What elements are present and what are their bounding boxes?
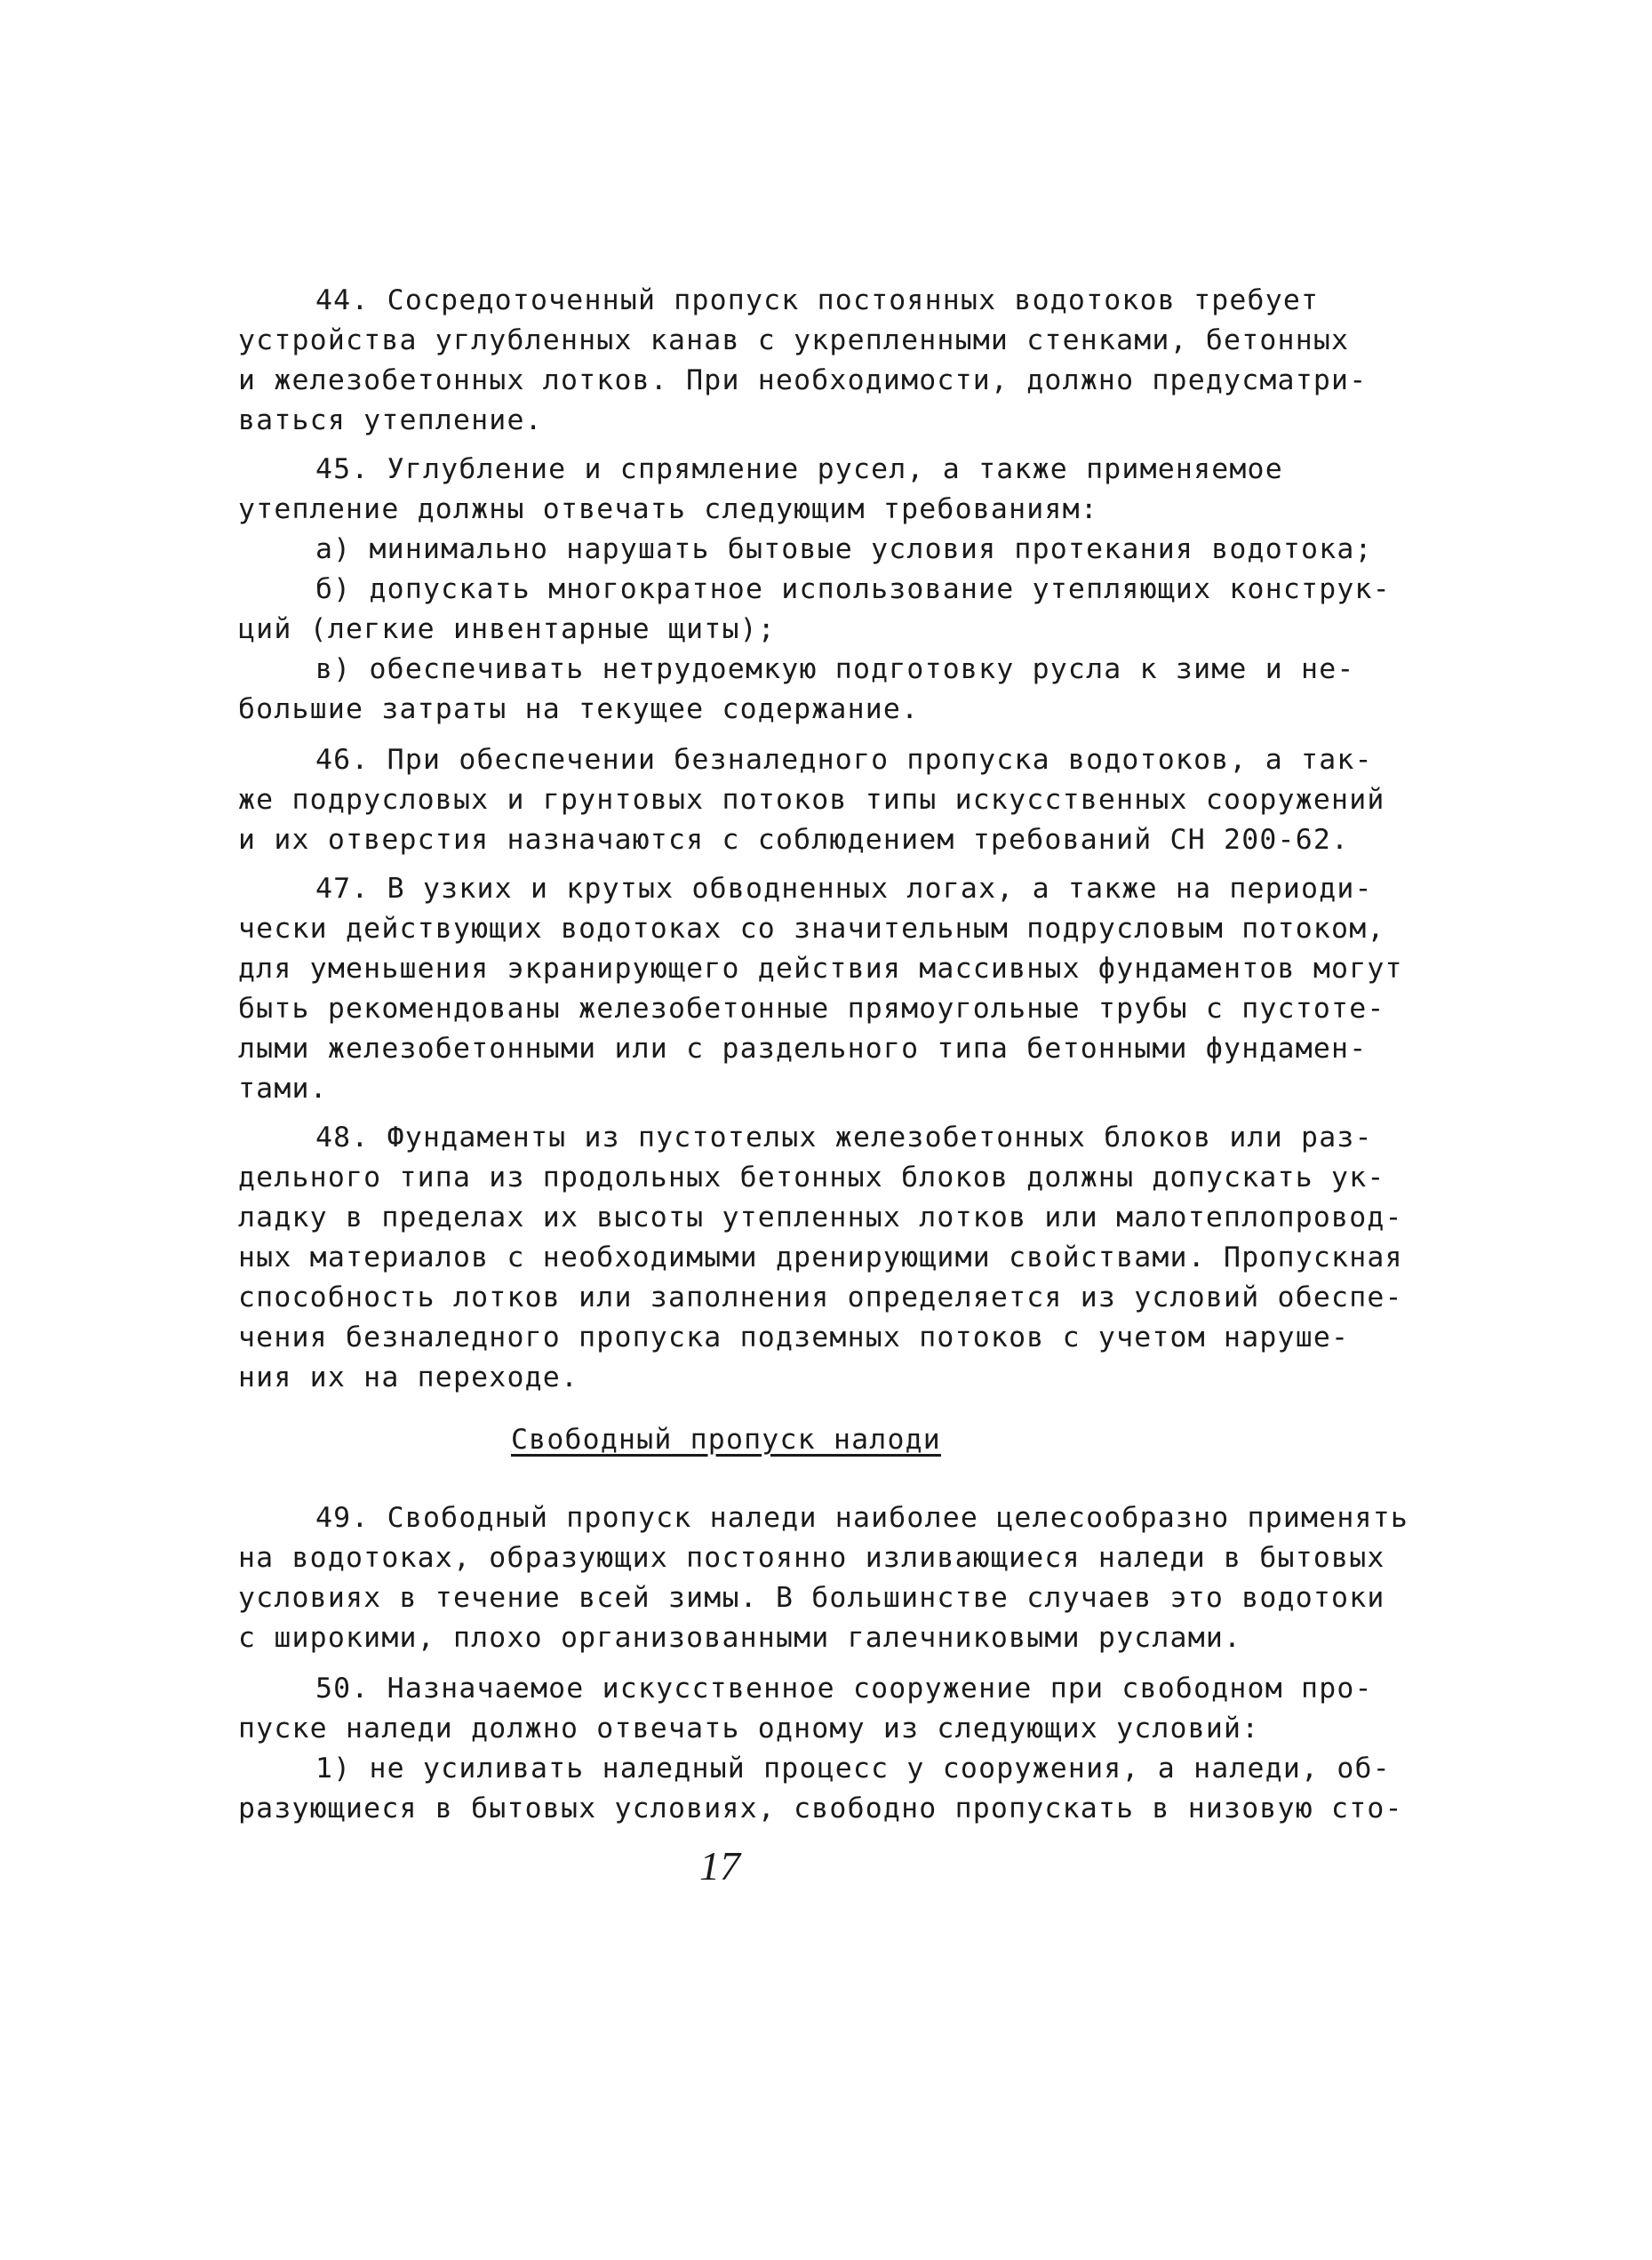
paragraph-45-line-7: большие затраты на текущее содержание. [238, 693, 920, 725]
paragraph-50-line-2: пуске наледи должно отвечать одному из следующих условий: [238, 1713, 1260, 1745]
paragraph-47-line-5: лыми железобетонными или с раздельного типа бетонными фундамен- [238, 1033, 1368, 1065]
paragraph-49-line-1: 49. Свободный пропуск наледи наиболее целесообразно применять [315, 1502, 1409, 1534]
paragraph-48-line-7: ния их на переходе. [238, 1362, 579, 1394]
page-number: 17 [699, 1843, 740, 1889]
paragraph-45-line-6: в) обеспечивать нетрудоемкую подготовку русла к зиме и не- [315, 653, 1355, 685]
paragraph-48-line-4: ных материалов с необходимыми дренирующими свойствами. Пропускная [238, 1242, 1403, 1274]
paragraph-45-line-2: утепление должны отвечать следующим требованиям: [238, 493, 1098, 525]
paragraph-48-line-2: дельного типа из продольных бетонных блоков должны допускать ук- [238, 1162, 1385, 1194]
paragraph-47-line-3: для уменьшения экранирующего действия массивных фундаментов могут [238, 953, 1403, 985]
paragraph-45-line-3: а) минимально нарушать бытовые условия протекания водотока; [315, 533, 1373, 565]
paragraph-49-line-2: на водотоках, образующих постоянно изливающиеся наледи в бытовых [238, 1542, 1385, 1574]
paragraph-48-line-5: способность лотков или заполнения определяется из условий обеспе- [238, 1282, 1403, 1314]
paragraph-44-line-2: устройства углубленных канав с укрепленными стенками, бетонных [238, 324, 1350, 356]
section-heading: Свободный пропуск налоди [511, 1424, 941, 1456]
paragraph-47-line-1: 47. В узких и крутых обводненных логах, а также на периоди- [315, 873, 1373, 905]
paragraph-46-line-1: 46. При обеспечении безналедного пропуска водотоков, а так- [315, 744, 1373, 776]
paragraph-46-line-2: же подрусловых и грунтовых потоков типы искусственных сооружений [238, 784, 1385, 816]
paragraph-48-line-3: ладку в пределах их высоты утепленных лотков или малотеплопровод- [238, 1202, 1403, 1234]
paragraph-48-line-1: 48. Фундаменты из пустотелых железобетонных блоков или раз- [315, 1122, 1373, 1154]
paragraph-47-line-6: тами. [238, 1073, 328, 1105]
paragraph-45-line-1: 45. Углубление и спрямление русел, а также применяемое [315, 453, 1283, 485]
paragraph-47-line-2: чески действующих водотоках со значительным подрусловым потоком, [238, 913, 1385, 945]
paragraph-50-line-4: разующиеся в бытовых условиях, свободно пропускать в низовую сто- [238, 1793, 1403, 1825]
paragraph-50-line-1: 50. Назначаемое искусственное сооружение при свободном про- [315, 1673, 1373, 1705]
paragraph-44-line-3: и железобетонных лотков. При необходимости, должно предусматри- [238, 364, 1368, 396]
paragraph-44-line-1: 44. Сосредоточенный пропуск постоянных водотоков требует [315, 284, 1320, 316]
paragraph-44-line-4: ваться утепление. [238, 404, 543, 436]
paragraph-50-line-3: 1) не усиливать наледный процесс у сооружения, а наледи, об- [315, 1753, 1391, 1785]
paragraph-46-line-3: и их отверстия назначаются с соблюдением требований СН 200-62. [238, 824, 1350, 856]
paragraph-45-line-4: б) допускать многократное использование утепляющих конструк- [315, 573, 1391, 605]
paragraph-47-line-4: быть рекомендованы железобетонные прямоугольные трубы с пустоте- [238, 993, 1385, 1025]
paragraph-49-line-4: с широкими, плохо организованными галечниковыми руслами. [238, 1622, 1242, 1654]
paragraph-45-line-5: ций (легкие инвентарные щиты); [238, 613, 776, 645]
paragraph-49-line-3: условиях в течение всей зимы. В большинстве случаев это водотоки [238, 1582, 1385, 1614]
paragraph-48-line-6: чения безналедного пропуска подземных потоков с учетом наруше- [238, 1322, 1350, 1354]
